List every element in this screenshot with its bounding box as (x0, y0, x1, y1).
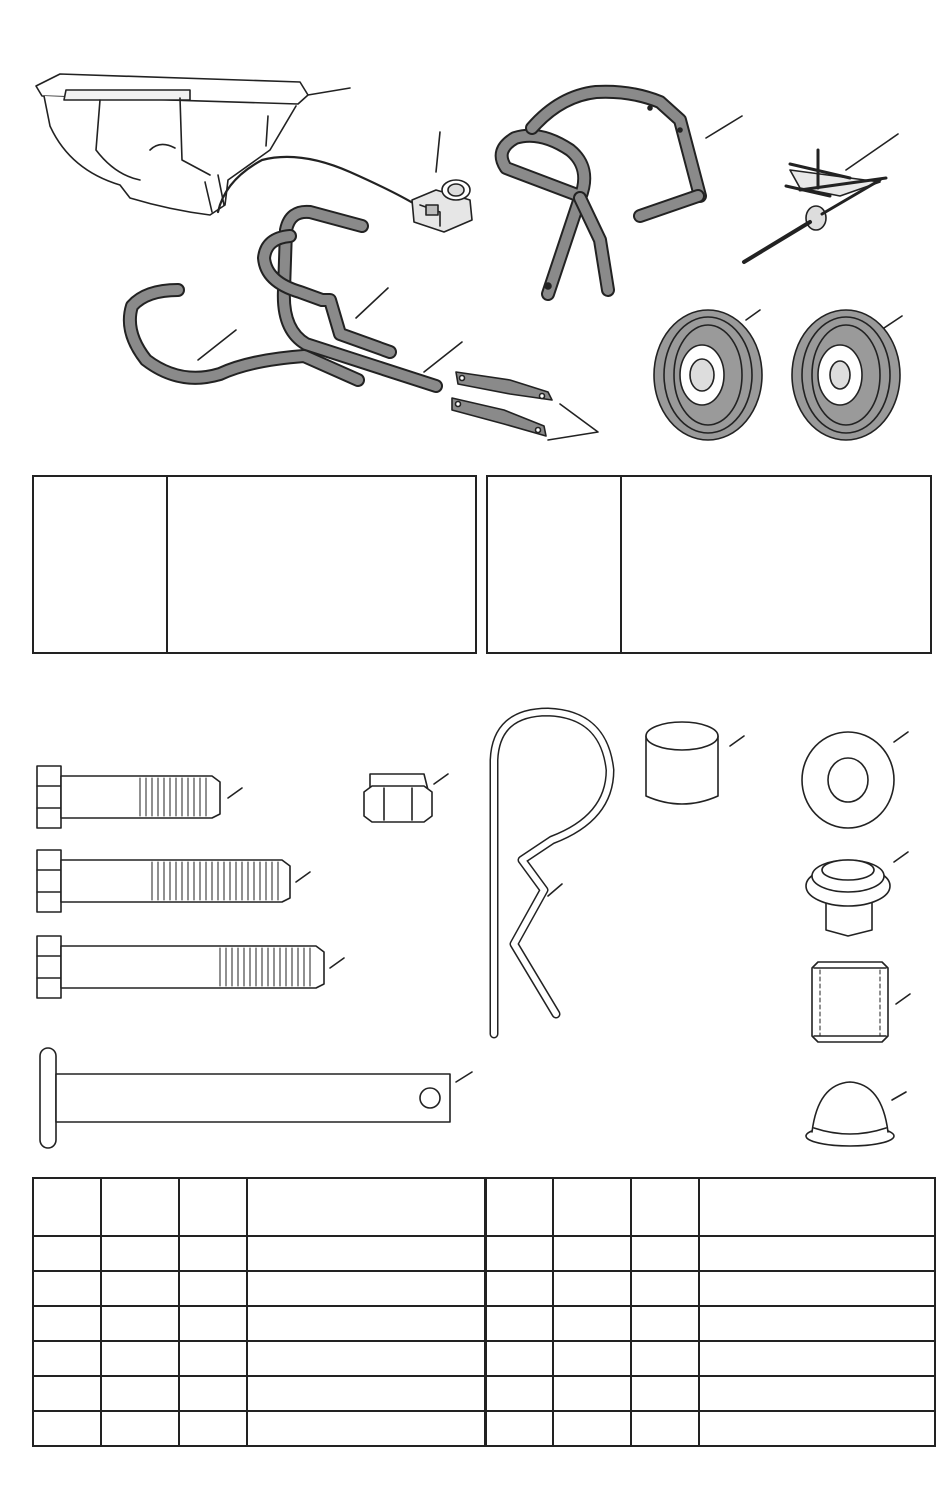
table-cell (699, 1341, 935, 1376)
table-cell (553, 1306, 631, 1341)
hardware-table-header (33, 1178, 935, 1236)
table-cell (485, 1341, 553, 1376)
hex-bolt-icon (37, 766, 242, 828)
handle-icon (502, 92, 742, 294)
parts-table-left (32, 475, 477, 654)
table-cell (33, 1341, 101, 1376)
table-cell (179, 1376, 247, 1411)
header-cell (101, 1178, 179, 1236)
table-cell (631, 1236, 699, 1271)
parts-table-left-divider (166, 477, 168, 652)
header-cell (699, 1178, 935, 1236)
table-cell (699, 1236, 935, 1271)
table-row (33, 1341, 935, 1376)
table-row (33, 1236, 935, 1271)
hair-pin-icon (494, 712, 610, 1034)
header-cell (33, 1178, 101, 1236)
table-cell (179, 1411, 247, 1446)
table-cell (699, 1306, 935, 1341)
table-cell (179, 1306, 247, 1341)
hex-bolt-icon (37, 850, 310, 912)
table-cell (179, 1341, 247, 1376)
spinner-icon (744, 134, 898, 262)
table-cell (631, 1271, 699, 1306)
washer-icon (802, 732, 908, 828)
table-cell (485, 1306, 553, 1341)
table-cell (247, 1306, 485, 1341)
table-cell (553, 1341, 631, 1376)
table-cell (33, 1236, 101, 1271)
header-cell (631, 1178, 699, 1236)
table-cell (179, 1271, 247, 1306)
hardware-table (32, 1177, 936, 1447)
clevis-pin-icon (40, 1048, 472, 1148)
table-cell (553, 1236, 631, 1271)
table-cell (101, 1341, 179, 1376)
table-cell (699, 1376, 935, 1411)
table-cell (101, 1271, 179, 1306)
sleeve-icon (812, 962, 910, 1042)
table-cell (247, 1341, 485, 1376)
table-cell (101, 1306, 179, 1341)
table-cell (33, 1376, 101, 1411)
table-cell (553, 1376, 631, 1411)
parts-table-right (486, 475, 932, 654)
table-cell (247, 1376, 485, 1411)
table-row (33, 1306, 935, 1341)
brace-strap-icon (452, 372, 598, 440)
table-row (33, 1376, 935, 1411)
hub-cap-icon (806, 1082, 906, 1146)
parts-table-right-divider (620, 477, 622, 652)
table-cell (101, 1411, 179, 1446)
table-cell (33, 1271, 101, 1306)
table-cell (631, 1411, 699, 1446)
table-cell (699, 1271, 935, 1306)
wheel-icon (792, 310, 902, 440)
table-cell (179, 1236, 247, 1271)
table-cell (485, 1411, 553, 1446)
table-cell (631, 1376, 699, 1411)
gear-box-icon (412, 132, 472, 232)
table-cell (247, 1411, 485, 1446)
table-cell (101, 1236, 179, 1271)
table-cell (485, 1236, 553, 1271)
table-cell (553, 1271, 631, 1306)
table-row (33, 1271, 935, 1306)
hopper-icon (36, 74, 350, 215)
spacer-icon (646, 722, 744, 804)
lock-nut-icon (364, 774, 448, 822)
header-cell (247, 1178, 485, 1236)
bushing-icon (806, 852, 908, 936)
table-cell (553, 1411, 631, 1446)
table-cell (631, 1306, 699, 1341)
table-cell (485, 1271, 553, 1306)
table-cell (101, 1376, 179, 1411)
table-cell (247, 1236, 485, 1271)
table-cell (485, 1376, 553, 1411)
table-cell (247, 1271, 485, 1306)
table-cell (631, 1341, 699, 1376)
table-row (33, 1411, 935, 1446)
header-cell (553, 1178, 631, 1236)
table-cell (33, 1411, 101, 1446)
wheel-icon (654, 310, 762, 440)
table-cell (33, 1306, 101, 1341)
header-cell (485, 1178, 553, 1236)
hex-bolt-icon (37, 936, 344, 998)
header-cell (179, 1178, 247, 1236)
table-cell (699, 1411, 935, 1446)
